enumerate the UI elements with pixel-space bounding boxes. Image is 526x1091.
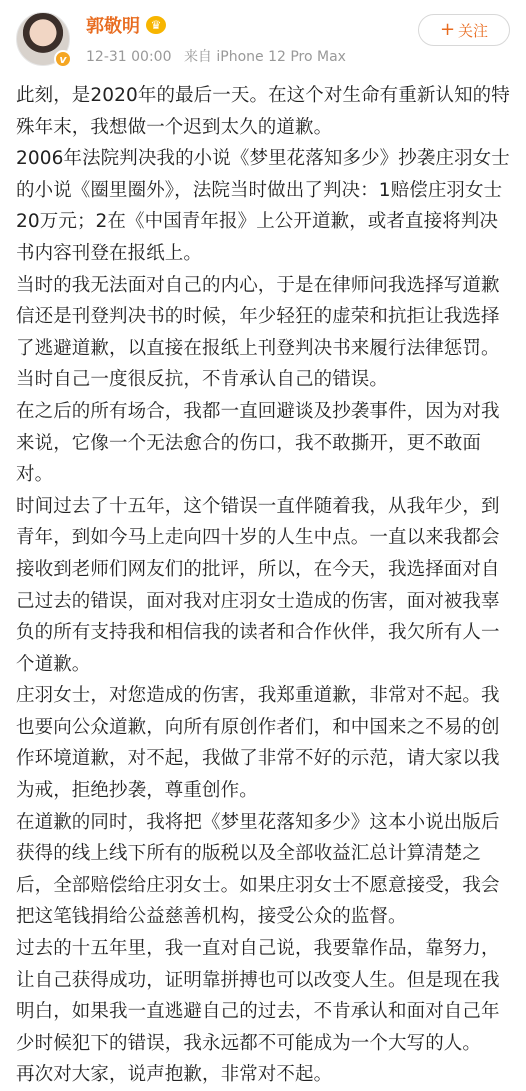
follow-label: 关注 [458,21,489,40]
username[interactable]: 郭敬明 [86,16,140,37]
post-meta [86,46,354,66]
follow-button[interactable] [418,14,510,46]
post-paragraph: 再次对大家，说声抱歉，非常对不起。 [16,1064,333,1086]
name-row [86,12,166,38]
post-paragraph: 在之后的所有场合，我都一直回避谈及抄袭事件，因为对我来说，它像一个无法愈合的伤口，我不敢撕开，更不敢面对。 [16,400,500,486]
plus-icon: + [439,19,456,40]
vip-crown-icon: ♛ [146,16,166,34]
post-content [0,76,526,1091]
post-paragraph: 时间过去了十五年，这个错误一直伴随着我，从我年少，到青年，到如今马上走向四十岁的人生中点。一直以来我都会接收到老师们网友们的批评，所以，在今天，我选择面对自己过去的错误，面对我对庄羽女士造成的伤害，面对被我辜负的所有支持我和相信我的读者和合作伙伴，我欠所有人一个道歉。 [16,495,500,675]
post-paragraph: 当时的我无法面对自己的内心，于是在律师问我选择写道歉信还是刊登判决书的时候，年少轻狂的虚荣和抗拒让我选择了逃避道歉，以直接在报纸上刊登判决书来履行法律惩罚。当时自己一度很反抗，不肯承认自己的错误。 [16,274,500,391]
avatar[interactable] [16,12,70,66]
post-time: 12-31 00:00 [86,49,172,65]
post-paragraph: 在道歉的同时，我将把《梦里花落知多少》这本小说出版后获得的线上线下所有的版税以及全部收益汇总计算清楚之后，全部赔偿给庄羽女士。如果庄羽女士不愿意接受，我会把这笔钱捐给公益慈善机构，接受公众的监督。 [16,811,500,928]
verified-badge-icon: v [54,50,72,68]
post-paragraph: 2006年法院判决我的小说《梦里花落知多少》抄袭庄羽女士的小说《圈里圈外》，法院当时做出了判决：1赔偿庄羽女士20万元；2在《中国青年报》上公开道歉，或者直接将判决书内容刊登在报纸上。 [16,148,510,264]
post-source: 来自 iPhone 12 Pro Max [183,49,346,65]
post-paragraph: 过去的十五年里，我一直对自己说，我要靠作品，靠努力，让自己获得成功，证明靠拼搏也可以改变人生。但是现在我明白，如果我一直逃避自己的过去，不肯承认和面对自己年少时候犯下的错误，我永远都不可能成为一个大写的人。 [16,938,500,1054]
post-paragraph: 庄羽女士，对您造成的伤害，我郑重道歉，非常对不起。我也要向公众道歉，向所有原创作者们，和中国来之不易的创作环境道歉，对不起，我做了非常不好的示范，请大家以我为戒，拒绝抄袭，尊重创作。 [16,685,500,802]
post-paragraph: 此刻，是2020年的最后一天。在这个对生命有重新认知的特殊年末，我想做一个迟到太久的道歉。 [16,85,510,138]
post-header [0,0,526,76]
